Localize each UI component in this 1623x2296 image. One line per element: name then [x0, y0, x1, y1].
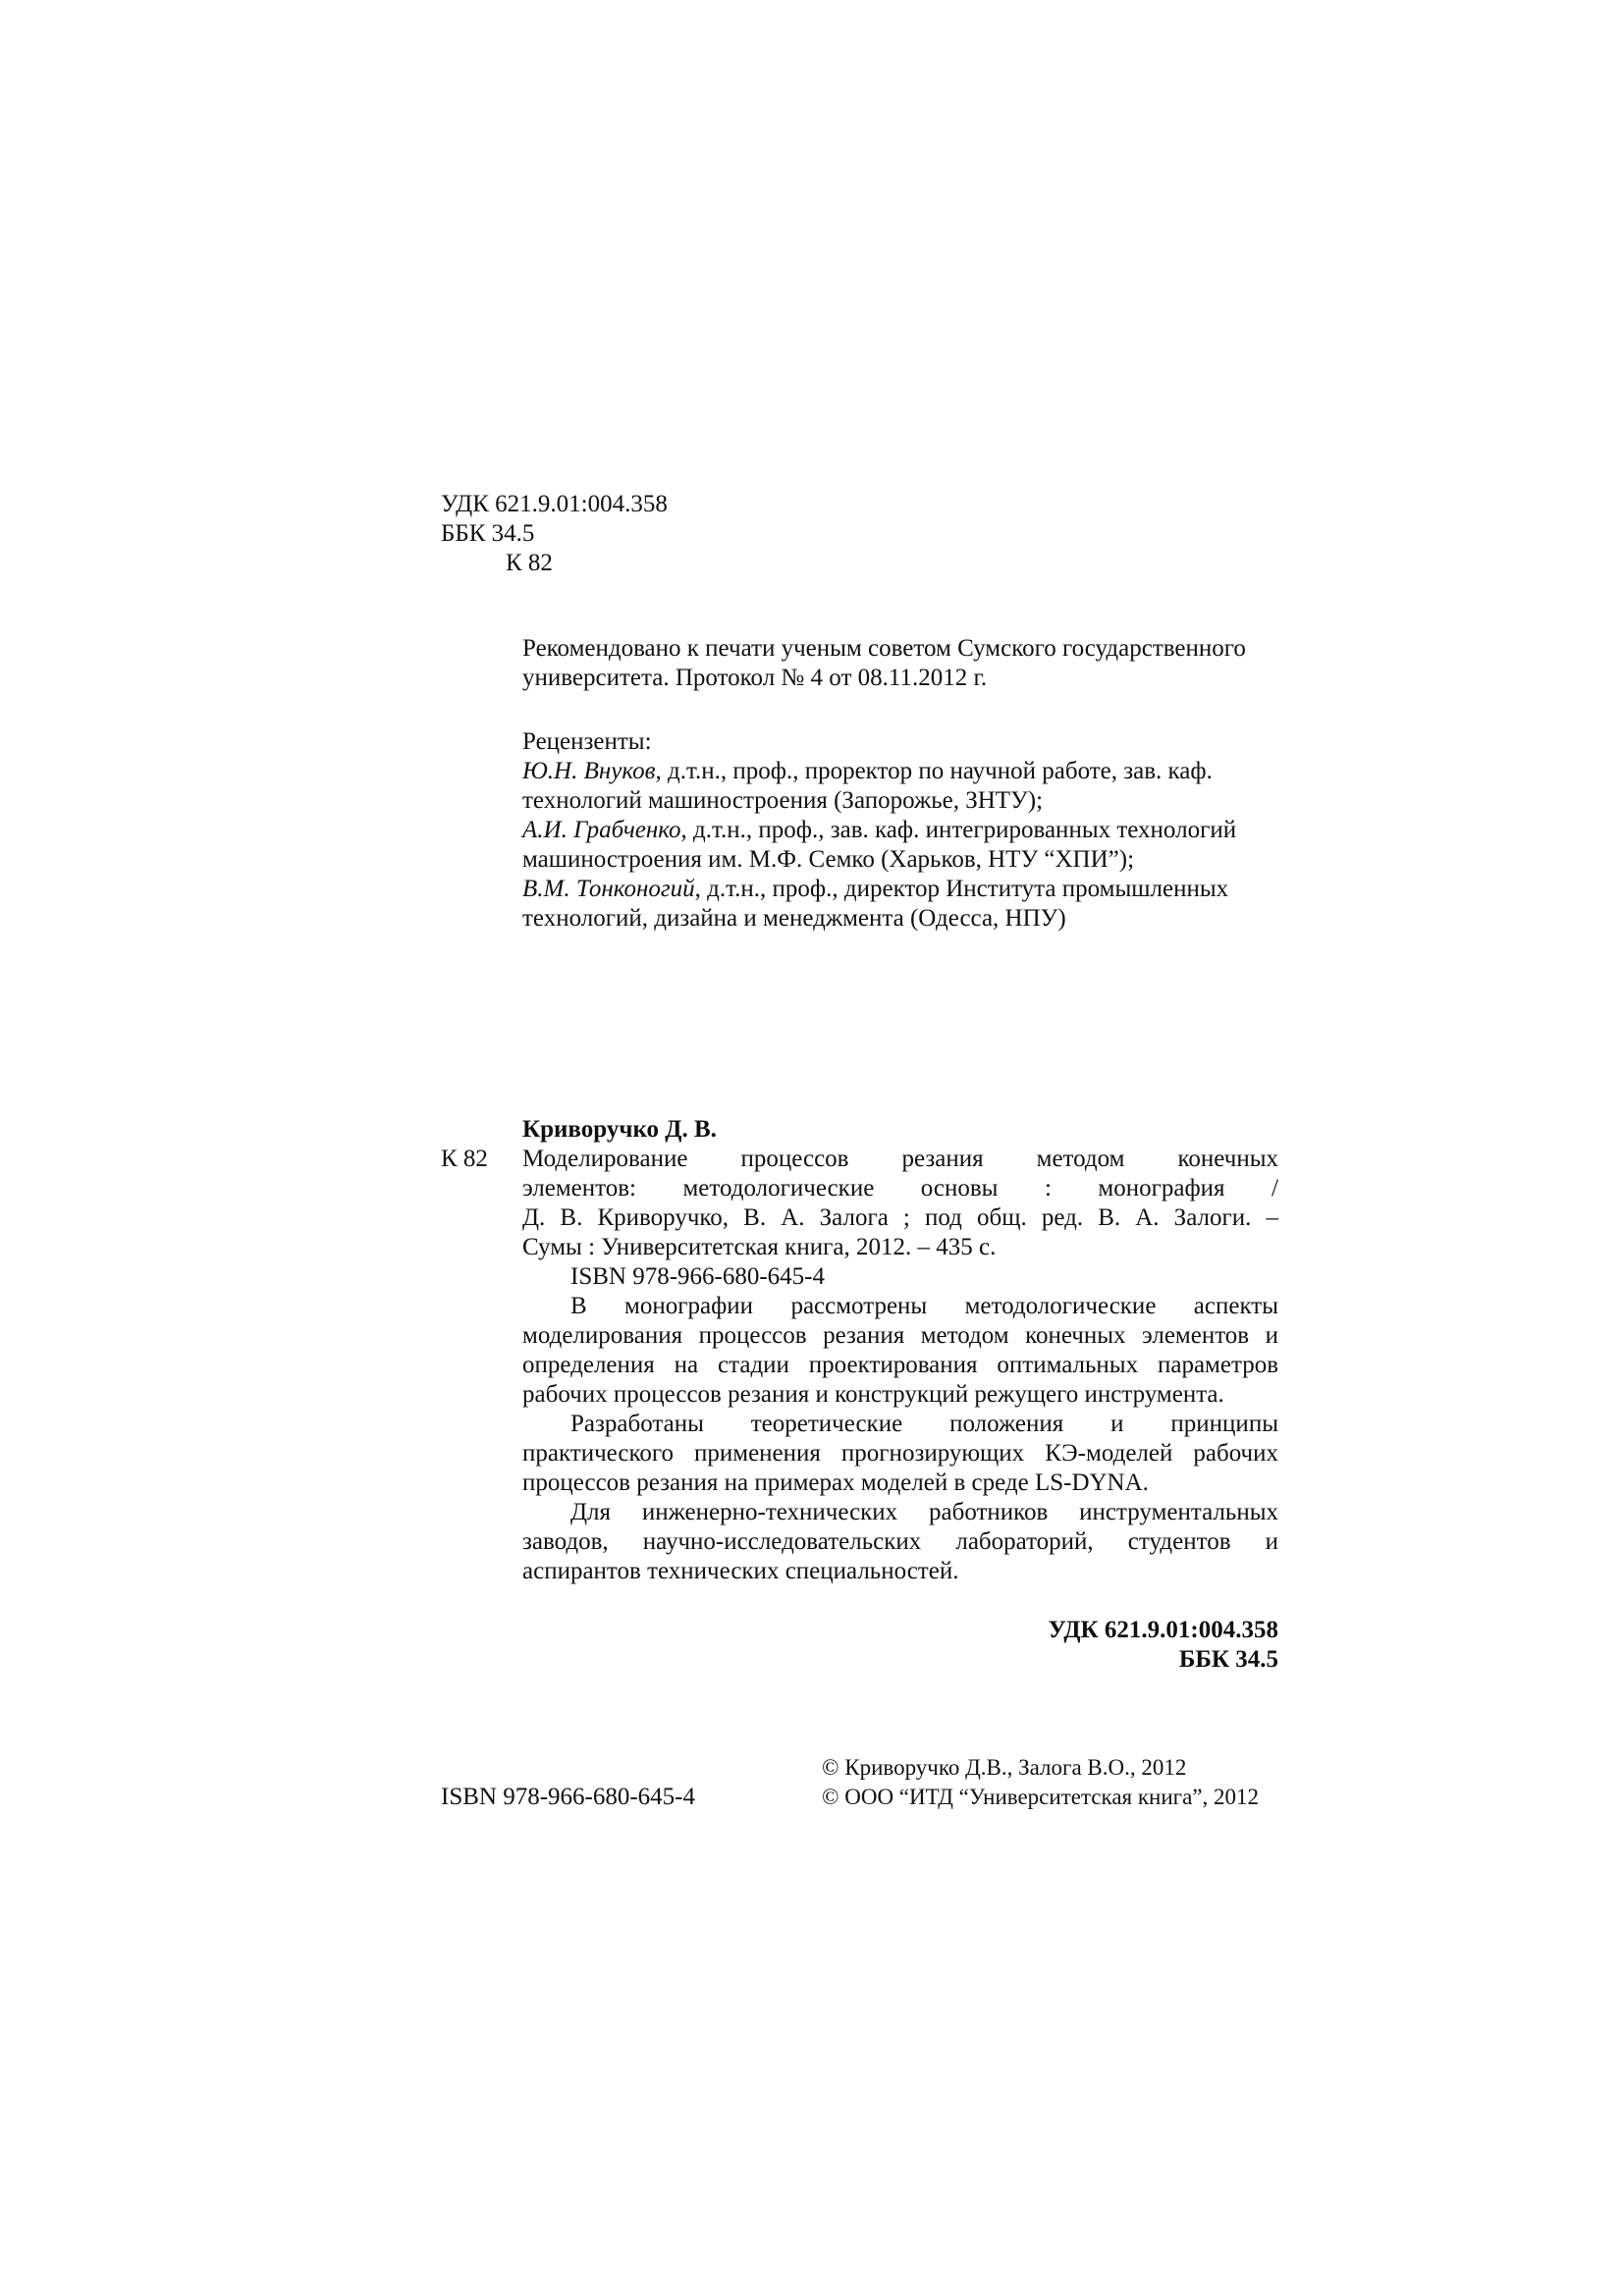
reviewer-1	[522, 757, 1278, 786]
author-mark: К 82	[506, 550, 553, 576]
reviewer-3	[522, 875, 1278, 904]
record-bbk: ББК 34.5	[1178, 1646, 1278, 1673]
record-author: Криворучко Д. В.	[522, 1116, 717, 1143]
abstract-p1-line-4: рабочих процессов резания и конструкций режущего инструмента.	[522, 1381, 1224, 1408]
record-isbn: ISBN 978-966-680-645-4	[570, 1263, 826, 1290]
abstract-p1-line-3: определения на стадии проектирования оптимальных параметров	[522, 1352, 1278, 1378]
record-code: К 82	[441, 1146, 488, 1172]
record-classification	[522, 1616, 1278, 1675]
abstract-p2-line-3: процессов резания на примерах моделей в среде LS-DYNA.	[522, 1469, 1149, 1496]
bibliographic-record	[522, 1145, 1278, 1586]
abstract-p2-line-1: Разработаны теоретические положения и принципы	[570, 1411, 1278, 1437]
copyright-authors: © Криворучко Д.В., Залога В.О., 2012	[822, 1755, 1187, 1780]
udk-code: УДК 621.9.01:004.358	[441, 491, 668, 517]
reviewer-name: В.М. Тонконогий	[522, 876, 695, 902]
reviewers-block	[522, 727, 1278, 934]
abstract-p2-line-2: практического применения прогнозирующих КЭ-моделей рабочих	[522, 1440, 1278, 1467]
record-title-line-3: Д. В. Криворучко, В. А. Залога ; под общ. ред. В. А. Залоги. –	[522, 1204, 1278, 1231]
abstract-p3-line-1: Для инженерно-технических работников инструментальных	[570, 1499, 1278, 1525]
recommendation-line-2: университета. Протокол № 4 от 08.11.2012 г.	[522, 665, 988, 691]
record-title-line-2: элементов: методологические основы : монография /	[522, 1175, 1278, 1201]
reviewer-1-affiliation: технологий машиностроения (Запорожье, ЗНТУ);	[522, 787, 1044, 814]
reviewer-2-affiliation: машиностроения им. М.Ф. Семко (Харьков, НТУ “ХПИ”);	[522, 846, 1135, 873]
reviewer-3-affiliation: технологий, дизайна и менеджмента (Одесса, НПУ)	[522, 905, 1066, 932]
abstract-p3-line-3: аспирантов технических специальностей.	[522, 1558, 959, 1584]
reviewer-2	[522, 816, 1278, 845]
footer-isbn: ISBN 978-966-680-645-4	[441, 1784, 696, 1810]
record-title-line-1: Моделирование процессов резания методом конечных	[522, 1146, 1278, 1172]
record-udk: УДК 621.9.01:004.358	[1048, 1617, 1278, 1643]
copyright-block	[822, 1753, 1259, 1812]
abstract-p1-line-2: моделирования процессов резания методом конечных элементов и	[522, 1322, 1278, 1349]
copyright-publisher: © ООО “ИТД “Университетская книга”, 2012	[822, 1785, 1260, 1809]
reviewer-name: Ю.Н. Внуков,	[522, 758, 662, 784]
reviewers-heading: Рецензенты:	[522, 728, 652, 755]
bbk-code: ББК 34.5	[441, 520, 535, 547]
abstract-p3-line-2: заводов, научно-исследовательских лабораторий, студентов и	[522, 1528, 1278, 1555]
reviewer-details: , д.т.н., проф., директор Института промышленных	[694, 876, 1229, 902]
record-title-line-4: Сумы : Университетская книга, 2012. – 435 с.	[522, 1234, 997, 1260]
classification-block	[441, 490, 668, 578]
reviewer-name: А.И. Грабченко	[522, 817, 681, 843]
abstract-p1-line-1: В монографии рассмотрены методологические аспекты	[570, 1293, 1278, 1319]
reviewer-details: д.т.н., проф., проректор по научной работе, зав. каф.	[661, 758, 1213, 784]
recommendation-note	[522, 634, 1278, 693]
recommendation-line-1: Рекомендовано к печати ученым советом Сумского государственного	[522, 635, 1246, 662]
reviewer-details: , д.т.н., проф., зав. каф. интегрированных технологий	[680, 817, 1237, 843]
